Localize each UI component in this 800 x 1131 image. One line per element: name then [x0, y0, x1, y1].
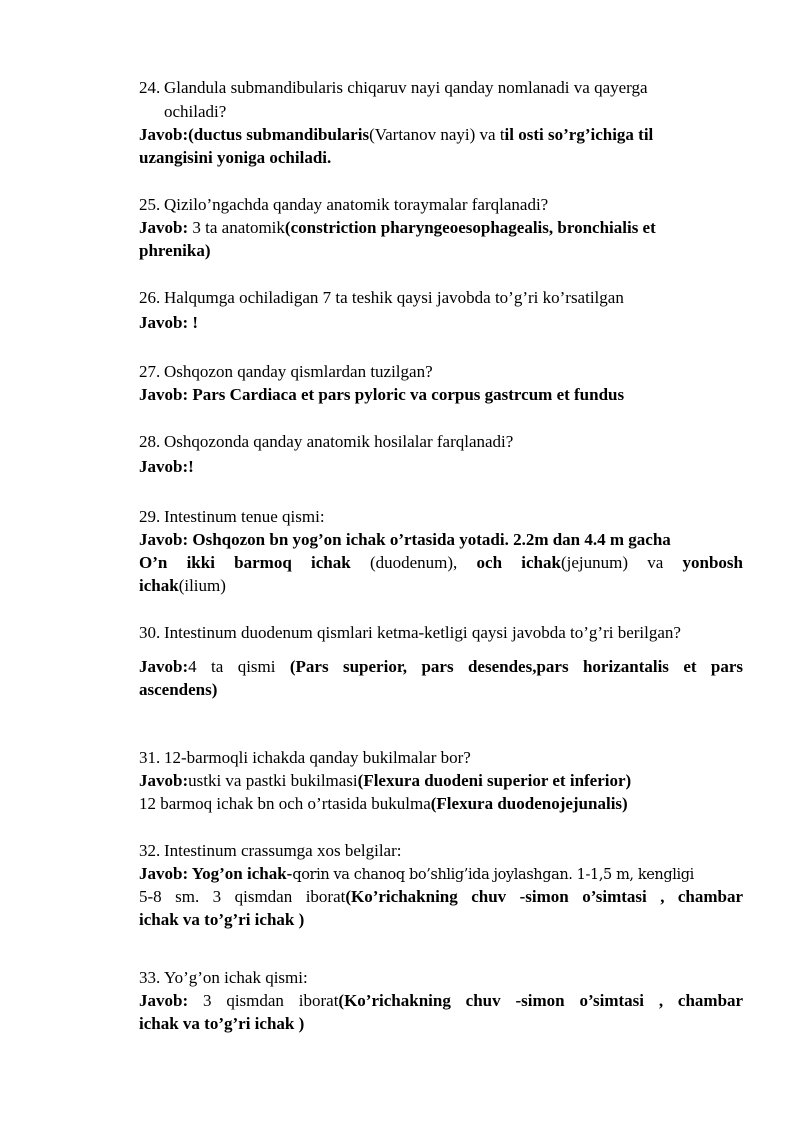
question-text: Oshqozonda qanday anatomik hosilalar farqlanadi? [164, 432, 514, 451]
answer-text: (ilium) [178, 576, 226, 595]
answer-26 [139, 312, 743, 334]
answer-text: (Vartanov nayi) va t [369, 125, 505, 144]
question-number: 32. [139, 841, 161, 860]
question-25 [139, 194, 743, 216]
question-text: Halqumga ochiladigan 7 ta teshik qaysi javobda to’g’ri ko’rsatilgan [164, 288, 624, 307]
answer-27 [139, 384, 743, 406]
answer-bold: uzangisini yoniga ochiladi. [139, 148, 332, 167]
answer-label: Javob: [139, 457, 189, 476]
answer-25-line-1 [139, 217, 743, 239]
answer-bold: chuv [471, 887, 507, 906]
answer-bold: , [660, 887, 665, 906]
answer-bold: (Ko’richakning [345, 887, 458, 906]
answer-text: 3 [202, 991, 212, 1010]
question-text: 12-barmoqli ichakda qanday bukilmalar bor? [164, 748, 471, 767]
question-30 [139, 622, 743, 644]
answer-bold: desendes,pars [467, 657, 569, 676]
answer-bold: horizantalis [582, 657, 669, 676]
question-number: 33. [139, 968, 161, 987]
answer-label: Javob: Yog’on ichak- [139, 864, 293, 883]
answer-bold: pars [710, 657, 743, 676]
question-32 [139, 840, 743, 862]
answer-bold: (Flexura duodeni superior et inferior) [357, 771, 632, 790]
answer-text: 4 [188, 657, 197, 676]
answer-bold: -simon [515, 991, 565, 1010]
answer-bold: chuv [465, 991, 501, 1010]
answer-bold: ichak va to’g’ri ichak ) [139, 1014, 305, 1033]
answer-text: qismdan [226, 991, 284, 1010]
question-number: 30. [139, 623, 161, 642]
answer-bold: superior, [342, 657, 408, 676]
answer-28 [139, 456, 743, 478]
question-text: Intestinum tenue qismi: [164, 507, 325, 526]
answer-text: 12 barmoq ichak bn och o’rtasida bukulma [139, 794, 431, 813]
answer-text: va [647, 553, 664, 572]
answer-label: Javob: [139, 125, 189, 144]
answer-29-line-1 [139, 529, 743, 551]
answer-label: Javob: [139, 218, 189, 237]
answer-text: iborat [298, 991, 339, 1010]
answer-bold: et [683, 657, 697, 676]
answer-text: 5-8 [139, 887, 162, 906]
answer-bold: (ductus submandibularis [188, 125, 370, 144]
question-28 [139, 431, 743, 453]
answer-label: Javob: Pars Cardiaca et pars pyloric va corpus gastrcum et fundus [139, 385, 625, 404]
answer-text: sm. [175, 887, 200, 906]
answer-32-line-1 [139, 863, 743, 886]
answer-32-line-2 [139, 886, 743, 908]
answer-bold: ichak [311, 553, 351, 572]
question-31 [139, 747, 743, 769]
answer-bold: yonbosh [682, 553, 743, 572]
answer-text: (duodenum), [369, 553, 458, 572]
answer-bold: ichak [139, 576, 179, 595]
question-number: 29. [139, 507, 161, 526]
answer-25-line-2 [139, 240, 743, 262]
question-24-continued [164, 101, 768, 123]
question-text: Qizilo’ngachda qanday anatomik toraymalar farqlanadi? [164, 195, 549, 214]
question-text: Oshqozon qanday qismlardan tuzilgan? [164, 362, 433, 381]
answer-bold: ikki [186, 553, 215, 572]
answer-31-line-2 [139, 793, 743, 815]
question-26 [139, 287, 743, 309]
answer-bold: , [658, 991, 664, 1010]
answer-label: Javob: [139, 657, 189, 676]
answer-text: (jejunum) [560, 553, 628, 572]
answer-bold: ichak [521, 553, 561, 572]
question-text: Intestinum duodenum qismlari ketma-ketligi qaysi javobda to’g’ri berilgan? [164, 623, 681, 642]
answer-24-line-2 [139, 147, 743, 169]
answer-bold: (Ko’richakning [338, 991, 451, 1010]
question-number: 25. [139, 195, 161, 214]
answer-bold: phrenika) [139, 241, 211, 260]
answer-text: qismi [237, 657, 276, 676]
answer-31-line-1 [139, 770, 743, 792]
answer-bold: chambar [677, 887, 743, 906]
answer-bold: (constriction pharyngeoesophagealis, bronchialis et [284, 218, 656, 237]
answer-bold: o’simtasi [582, 887, 647, 906]
question-text: Intestinum crassumga xos belgilar: [164, 841, 402, 860]
question-number: 24. [139, 78, 161, 97]
answer-33-line-1 [139, 990, 743, 1012]
answer-text: ustki va pastki bukilmasi [188, 771, 358, 790]
answer-29-line-2 [139, 552, 743, 574]
answer-text: qorin va chanoq bo’shlig’ida joylashgan. 1-1,5 m, kengligi [292, 867, 694, 883]
question-text: Yo’g’on ichak qismi: [164, 968, 308, 987]
answer-label: Javob: [139, 313, 193, 332]
answer-bold: ! [192, 313, 199, 332]
answer-bold: chambar [677, 991, 743, 1010]
question-text: ochiladi? [164, 102, 227, 121]
answer-bold: ! [188, 457, 194, 476]
answer-bold: -simon [519, 887, 569, 906]
answer-text: iborat [305, 887, 346, 906]
answer-text: ta [211, 657, 224, 676]
question-24 [139, 77, 743, 99]
question-33 [139, 967, 743, 989]
question-number: 31. [139, 748, 161, 767]
answer-bold: o’simtasi [579, 991, 644, 1010]
question-29 [139, 506, 743, 528]
question-number: 27. [139, 362, 161, 381]
answer-bold: ichak va to’g’ri ichak ) [139, 910, 305, 929]
question-number: 26. [139, 288, 161, 307]
answer-33-line-2 [139, 1013, 743, 1035]
answer-label: Javob: Oshqozon bn yog’on ichak o’rtasida yotadi. 2.2m dan 4.4 m gacha [139, 530, 671, 549]
answer-text: 3 ta anatomik [188, 218, 285, 237]
answer-bold: barmoq [234, 553, 292, 572]
answer-bold: och [476, 553, 503, 572]
answer-text: 3 [212, 887, 222, 906]
answer-text: qismdan [234, 887, 293, 906]
answer-30-line-1 [139, 656, 743, 678]
answer-bold: il osti so’rg’ichiga til [504, 125, 654, 144]
answer-label: Javob: [139, 991, 189, 1010]
answer-24-line-1 [139, 124, 743, 146]
question-number: 28. [139, 432, 161, 451]
answer-bold: O’n [139, 553, 168, 572]
question-27 [139, 361, 743, 383]
answer-bold: ascendens) [139, 680, 218, 699]
answer-29-line-3 [139, 575, 743, 597]
question-text: Glandula submandibularis chiqaruv nayi qanday nomlanadi va qayerga [164, 78, 648, 97]
answer-bold: (Flexura duodenojejunalis) [430, 794, 628, 813]
answer-label: Javob: [139, 771, 189, 790]
answer-30-line-2 [139, 679, 743, 701]
answer-32-line-3 [139, 909, 743, 931]
answer-bold: pars [421, 657, 454, 676]
answer-bold: (Pars [289, 657, 329, 676]
